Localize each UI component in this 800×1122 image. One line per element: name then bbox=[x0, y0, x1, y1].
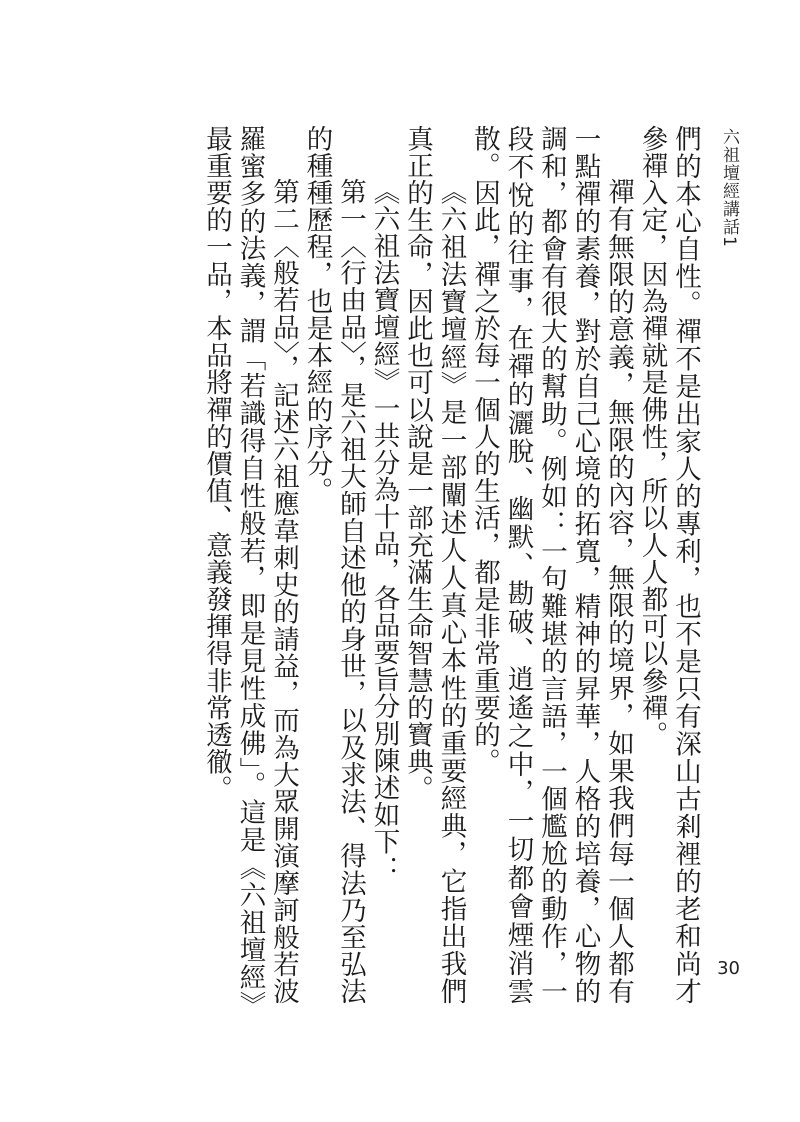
paragraph-continuation: 們的本心自性。禪不是出家人的專利，也不是只有深山古剎裡的老和尚才參禪入定，因為禪就是佛性，所以人人都可以參禪。 bbox=[636, 125, 701, 1005]
paragraph-chapter-two: 第二〈般若品〉，記述六祖應韋刺史的請益，而為大眾開演摩訶般若波羅蜜多的法義，謂「若識得自性般若，即是見性成佛」。這是《六祖壇經》最重要的一品，本品將禪的價值、意義發揮得非常透徹。 bbox=[201, 125, 299, 1005]
paragraph-sutra-intro: 《六祖法寶壇經》是一部闡述人人真心本性的重要經典，它指出我們真正的生命，因此也可以說是一部充滿生命智慧的寶典。 bbox=[402, 125, 467, 1005]
paragraph-zen-meaning: 禪有無限的意義，無限的內容，無限的境界，如果我們每一個人都有一點禪的素養，對於自己心境的拓寬，精神的昇華，人格的培養，心物的調和，都會有很大的幫助。例如：一句難堪的言語，一個尷尬的動作，一段不悅的往事，在禪的灑脫、幽默、勘破、逍遙之中，一切都會煙消雲散。因此，禪之於每一個人的生活，都是非常重要的。 bbox=[469, 125, 634, 1005]
page-number: 30 bbox=[717, 958, 740, 979]
running-header: 六祖壇經講話1 bbox=[719, 128, 739, 248]
body-text bbox=[112, 125, 702, 1005]
paragraph-chapter-one: 第一〈行由品〉，是六祖大師自述他的身世，以及求法、得法乃至弘法的種種歷程，也是本經的序分。 bbox=[301, 125, 366, 1005]
paragraph-ten-chapters: 《六祖法寶壇經》一共分為十品，各品要旨分別陳述如下： bbox=[368, 178, 400, 883]
